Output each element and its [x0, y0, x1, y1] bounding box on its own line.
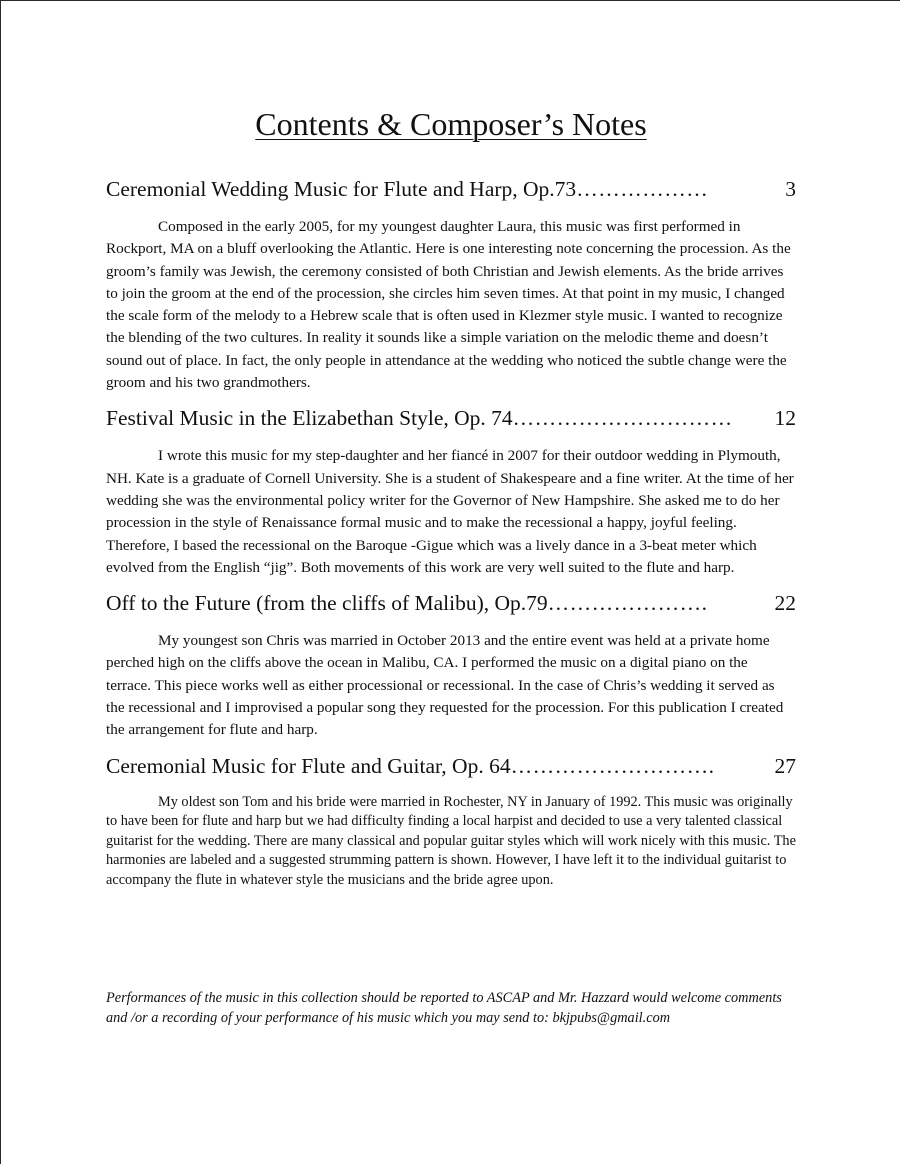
entry-heading	[106, 754, 796, 779]
contents-entry	[106, 591, 796, 741]
entry-page-number: 12	[774, 406, 796, 431]
entry-title: Festival Music in the Elizabethan Style, Op. 74	[106, 406, 513, 431]
dot-leader: …………………………	[512, 406, 733, 431]
page-title: Contents & Composer’s Notes	[255, 106, 647, 142]
entry-heading	[106, 177, 796, 202]
entry-page-number: 27	[774, 753, 796, 778]
contents-list	[106, 177, 796, 903]
entry-page-number: 22	[774, 591, 796, 616]
dot-leader: ………………….	[547, 591, 708, 616]
entry-note: Composed in the early 2005, for my youngest daughter Laura, this music was first performed in Rockport, MA on a bluff overlooking the Atlantic. Here is one interesting note concerning the procession. As the groom’s family was Jewish, the ceremony consisted of both Christian and Jewish elements. As the bride arrives to join the groom at the end of the procession, she circles him seven times. At that point in my music, I changed the scale form of the melody to a Hebrew scale that is often used in Klezmer style music. I wanted to recognize the blending of the two cultures. In reality it sounds like a simple variation on the melodic theme and doesn’t sound out of place. In fact, the only people in attendance at the wedding who noticed the subtle change were the groom and his two grandmothers.	[106, 218, 791, 392]
entry-page-number: 3	[785, 177, 796, 201]
performance-rights-note: Performances of the music in this collection should be reported to ASCAP and Mr. Hazzard would welcome comments and /or a recording of your performance of his music which you may send to: bkjpubs@gmail.com	[106, 990, 782, 1026]
contents-entry	[106, 177, 796, 394]
entry-note: My oldest son Tom and his bride were married in Rochester, NY in January of 1992. This music was originally to have been for flute and harp but we had difficulty finding a local harpist and decided to use a very talented classical guitarist for the wedding. There are many classical and popular guitar styles which will work nicely with this music. The harmonies are labeled and a suggested strumming pattern is shown. However, I have left it to the individual guitarist to accompany the flute in whatever style the musicians and the bride agree upon.	[106, 793, 796, 889]
entry-title: Ceremonial Music for Flute and Guitar, Op. 64	[106, 753, 511, 778]
dot-leader: ……………………….	[510, 753, 715, 778]
entry-heading	[106, 406, 796, 431]
entry-note: I wrote this music for my step-daughter and her fiancé in 2007 for their outdoor wedding in Plymouth, NH. Kate is a graduate of Cornell University. She is a student of Shakespeare and a fine writer. At the time of her wedding she was the environmental policy writer for the Governor of New Hampshire. She asked me to do her procession in the style of Renaissance formal music and to make the recessional a happy, joyful feeling. Therefore, I based the recessional on the Baroque -Gigue which was a lively dance in a 3-beat meter which evolved from the English “jig”. Both movements of this work are very well suited to the flute and harp.	[106, 447, 794, 576]
dot-leader: ………………	[576, 177, 709, 201]
entry-title: Ceremonial Wedding Music for Flute and Harp, Op.73	[106, 177, 577, 201]
contents-entry	[106, 406, 796, 579]
entry-title: Off to the Future (from the cliffs of Malibu), Op.79	[106, 591, 548, 616]
entry-note: My youngest son Chris was married in October 2013 and the entire event was held at a private home perched high on the cliffs above the ocean in Malibu, CA. I performed the music on a digital piano on the terrace. This piece works well as either processional or recessional. In the case of Chris’s wedding it served as the recessional and I improvised a popular song they requested for the procession. For this publication I created the arrangement for flute and harp.	[106, 632, 784, 739]
contents-entry	[106, 754, 796, 891]
entry-heading	[106, 591, 796, 616]
